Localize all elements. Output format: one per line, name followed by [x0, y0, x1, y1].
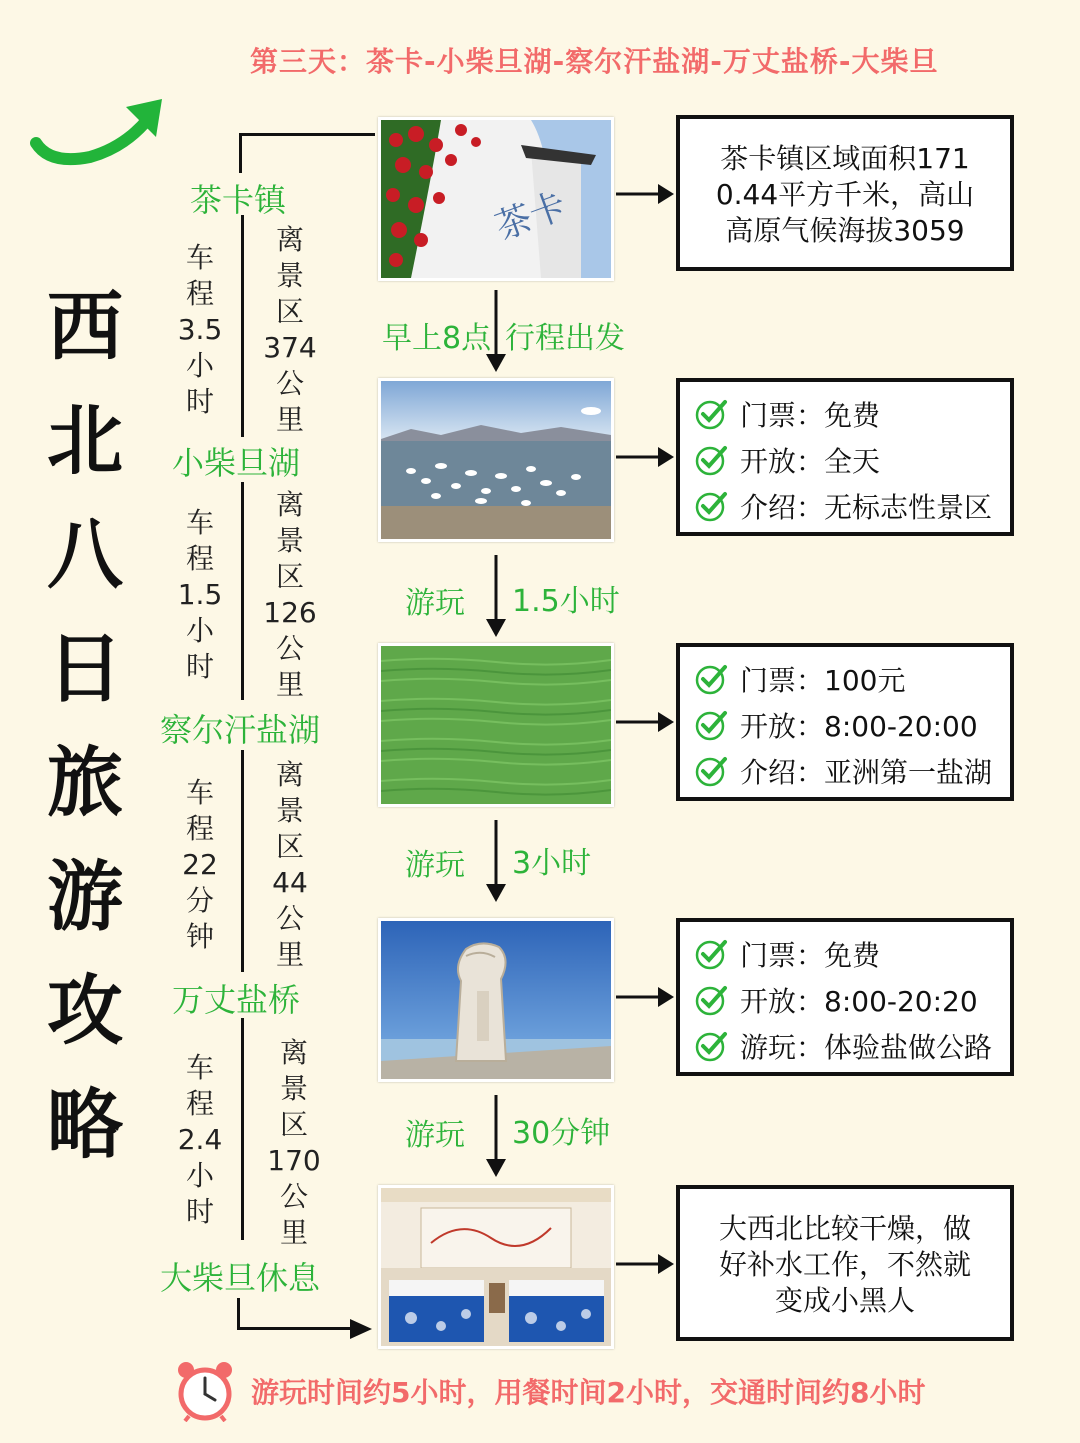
photo-lake-seagulls: [378, 378, 614, 542]
page-header: 第三天：茶卡-小柴旦湖-察尔汗盐湖-万丈盐桥-大柴旦: [250, 45, 939, 78]
timeline-line: [239, 133, 375, 136]
distance: 离 景 区 126 公 里: [263, 488, 317, 701]
title-char: 北: [47, 396, 123, 485]
check-icon: [694, 983, 728, 1017]
title-char: 日: [47, 624, 123, 713]
title-char: 攻: [47, 966, 123, 1055]
transition-left: 游玩: [405, 848, 465, 883]
info-chaka: [676, 115, 1014, 271]
drive-time: 车 程 22 分 钟: [182, 776, 218, 953]
stop-wanzhang: 万丈盐桥: [172, 981, 301, 1019]
timeline-line: [241, 1018, 244, 1240]
title-char: 西: [47, 282, 123, 371]
arrow-right-icon: [350, 1317, 374, 1341]
footer: [175, 1360, 1035, 1422]
green-arrow-icon: [30, 95, 170, 175]
info-row: 门票：免费: [740, 399, 881, 432]
photo-salt-bridge-monument: [378, 918, 614, 1082]
distance: 离 景 区 170 公 里: [267, 1036, 321, 1249]
alarm-clock-icon: [175, 1360, 235, 1422]
transition-left: 游玩: [405, 1118, 465, 1153]
info-dachaidan: [676, 1185, 1014, 1341]
info-row: 开放：8:00-20:20: [740, 985, 978, 1018]
title-char: 略: [47, 1080, 123, 1169]
photo-chaka-town: [378, 117, 614, 281]
info-line: 高原气候海拔3059: [725, 214, 965, 247]
footer-text: 游玩时间约5小时，用餐时间2小时，交通时间约8小时: [251, 1376, 926, 1409]
arrow-down-icon: [484, 1095, 508, 1179]
info-row: 门票：免费: [740, 939, 881, 972]
transition-right: 1.5小时: [512, 584, 620, 619]
page-title: [40, 270, 130, 1182]
check-icon: [694, 708, 728, 742]
drive-time: 车 程 3.5 小 时: [177, 241, 223, 418]
arrow-right-icon: [616, 1252, 676, 1276]
info-row: 游玩：体验盐做公路: [740, 1031, 993, 1064]
stop-chaerhan: 察尔汗盐湖: [160, 711, 321, 749]
info-row: 开放：8:00-20:00: [740, 710, 978, 743]
info-line: 茶卡镇区域面积171: [720, 142, 970, 175]
timeline-line: [237, 1327, 355, 1330]
check-icon: [694, 662, 728, 696]
transition-left: 早上8点: [382, 321, 492, 356]
info-line: 变成小黑人: [774, 1284, 915, 1317]
info-xiaochaidan: [676, 378, 1014, 536]
distance: 离 景 区 374 公 里: [263, 223, 317, 436]
info-row: 开放：全天: [740, 445, 881, 478]
info-row: 介绍：亚洲第一盐湖: [740, 756, 993, 789]
timeline-line: [241, 750, 244, 972]
info-row: 介绍：无标志性景区: [740, 491, 993, 524]
title-char: 旅: [47, 738, 123, 827]
timeline-line: [241, 482, 244, 700]
timeline-line: [239, 133, 242, 173]
check-icon: [694, 443, 728, 477]
drive-time: 车 程 2.4 小 时: [177, 1051, 223, 1228]
arrow-right-icon: [616, 445, 676, 469]
check-icon: [694, 397, 728, 431]
check-icon: [694, 1029, 728, 1063]
transition-right: 3小时: [512, 846, 592, 881]
check-icon: [694, 489, 728, 523]
timeline-line: [237, 1298, 240, 1328]
info-chaerhan: [676, 643, 1014, 801]
info-line: 0.44平方千米，高山: [715, 178, 975, 211]
arrow-right-icon: [616, 985, 676, 1009]
transition-right: 行程出发: [505, 321, 625, 356]
check-icon: [694, 937, 728, 971]
title-char: 八: [47, 510, 123, 599]
transition-left: 游玩: [405, 586, 465, 621]
distance: 离 景 区 44 公 里: [272, 758, 308, 971]
title-char: 游: [47, 852, 123, 941]
info-line: 大西北比较干燥，做: [718, 1212, 971, 1245]
drive-time: 车 程 1.5 小 时: [177, 506, 223, 683]
photo-hotel-room: [378, 1185, 614, 1349]
photo-sign-text: 茶卡: [490, 185, 572, 249]
timeline-line: [241, 215, 244, 437]
info-line: 好补水工作，不然就: [718, 1248, 971, 1281]
info-wanzhang: [676, 918, 1014, 1076]
stop-dachaidan: 大柴旦休息: [160, 1259, 321, 1297]
arrow-right-icon: [616, 710, 676, 734]
transition-right: 30分钟: [512, 1116, 611, 1151]
photo-green-salt-lake: [378, 643, 614, 807]
info-row: 门票：100元: [740, 664, 906, 697]
stop-chaka: 茶卡镇: [190, 181, 287, 219]
arrow-down-icon: [484, 555, 508, 639]
stop-xiaochaidan: 小柴旦湖: [172, 444, 301, 482]
arrow-right-icon: [616, 182, 676, 206]
check-icon: [694, 754, 728, 788]
arrow-down-icon: [484, 820, 508, 904]
